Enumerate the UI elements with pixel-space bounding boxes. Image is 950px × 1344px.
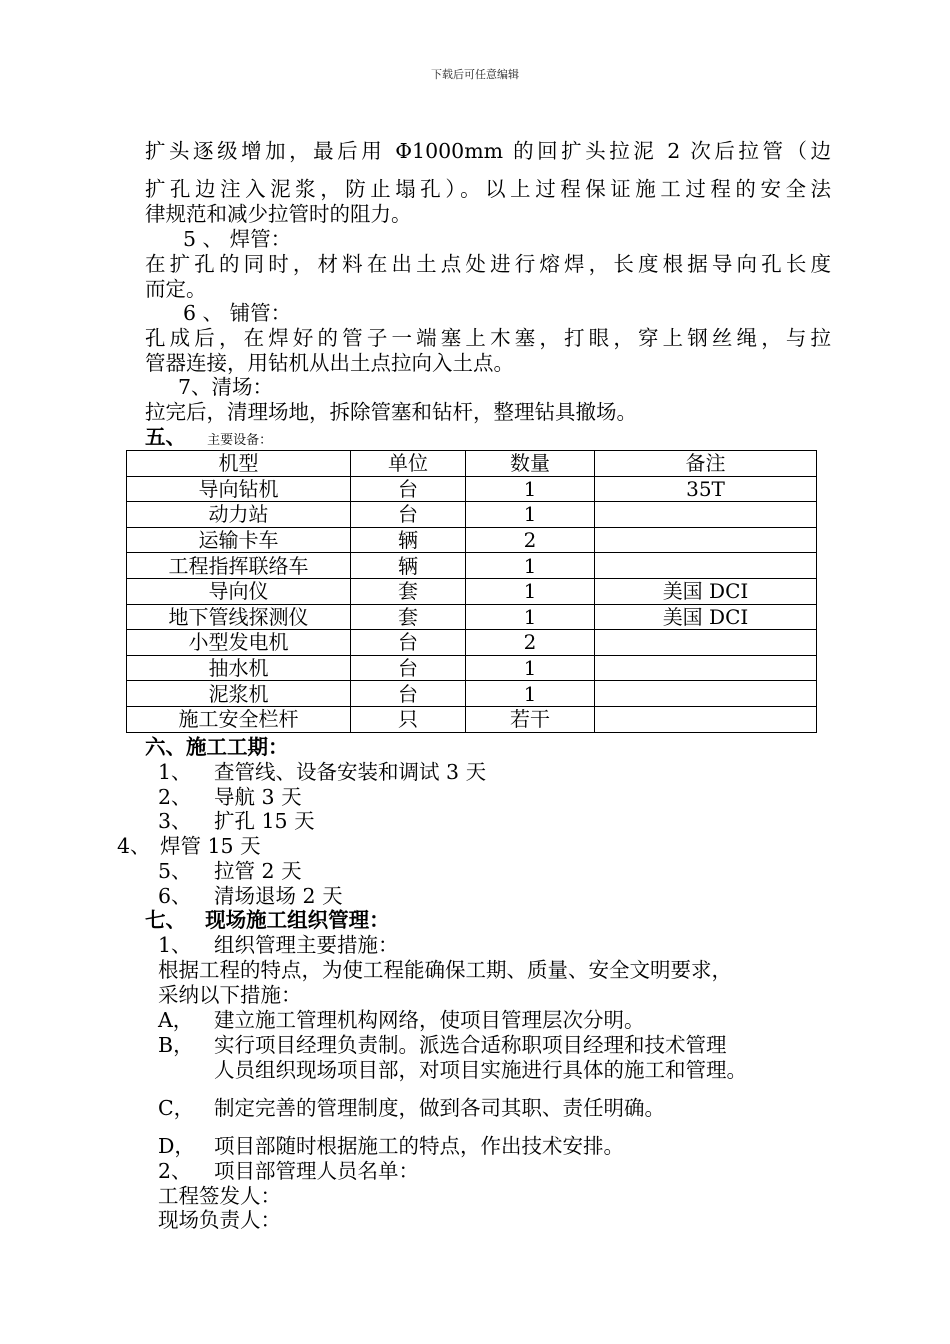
table-cell: 1 xyxy=(466,502,595,528)
measures-intro-line-2: 采纳以下措施： xyxy=(158,983,302,1007)
table-row xyxy=(127,655,817,681)
table-cell xyxy=(595,502,817,528)
table-cell: 台 xyxy=(351,681,466,707)
measure-label: A， xyxy=(158,1008,194,1032)
schedule-item-num: 3、 xyxy=(158,809,192,833)
subsection1-num: 1、 xyxy=(158,933,192,957)
table-cell: 动力站 xyxy=(127,502,351,528)
section5-number: 五、 xyxy=(145,425,186,449)
schedule-item-text: 导航 3 天 xyxy=(214,785,302,809)
measure-label: D， xyxy=(158,1134,195,1158)
subsection2-num: 2、 xyxy=(158,1159,192,1183)
schedule-item-text: 清场退场 2 天 xyxy=(214,884,343,908)
table-cell: 美国 DCI xyxy=(595,578,817,604)
schedule-item-text: 扩孔 15 天 xyxy=(214,809,315,833)
subsection1-title: 组织管理主要措施： xyxy=(214,933,399,957)
table-cell: 1 xyxy=(466,476,595,502)
table-cell: 小型发电机 xyxy=(127,630,351,656)
onsite-manager-label: 现场负责人： xyxy=(158,1208,281,1232)
table-cell xyxy=(595,553,817,579)
table-row xyxy=(127,681,817,707)
step6-title: 6 、 铺管： xyxy=(183,301,292,325)
header-cell: 单位 xyxy=(351,451,466,477)
table-cell xyxy=(595,706,817,732)
intro-line-1: 扩头逐级增加，最后用 Φ1000mm 的回扩头拉泥 2 次后拉管（边 xyxy=(145,139,831,163)
table-cell: 地下管线探测仪 xyxy=(127,604,351,630)
step7-line-1: 拉完后，清理场地，拆除管塞和钻杆，整理钻具撤场。 xyxy=(145,400,637,424)
equipment-table xyxy=(126,450,817,733)
step5-line-2: 而定。 xyxy=(145,277,207,301)
table-cell xyxy=(595,527,817,553)
table-cell: 35T xyxy=(595,476,817,502)
table-cell: 抽水机 xyxy=(127,655,351,681)
table-cell: 套 xyxy=(351,578,466,604)
header-cell: 数量 xyxy=(466,451,595,477)
table-cell xyxy=(595,630,817,656)
table-row xyxy=(127,527,817,553)
table-cell: 施工安全栏杆 xyxy=(127,706,351,732)
step5-title: 5 、 焊管： xyxy=(183,227,292,251)
schedule-item-num: 6、 xyxy=(158,884,192,908)
table-cell: 1 xyxy=(466,578,595,604)
schedule-item-num: 1、 xyxy=(158,760,192,784)
header-cell: 机型 xyxy=(127,451,351,477)
schedule-item-num: 4、 xyxy=(117,834,151,858)
table-cell: 2 xyxy=(466,527,595,553)
table-row xyxy=(127,578,817,604)
table-row xyxy=(127,553,817,579)
schedule-item-text: 查管线、设备安装和调试 3 天 xyxy=(214,760,487,784)
table-row xyxy=(127,706,817,732)
table-row xyxy=(127,502,817,528)
table-cell: 台 xyxy=(351,476,466,502)
table-cell: 美国 DCI xyxy=(595,604,817,630)
header-cell: 备注 xyxy=(595,451,817,477)
measure-text: 实行项目经理负责制。派选合适称职项目经理和技术管理 xyxy=(214,1033,727,1057)
table-cell: 1 xyxy=(466,604,595,630)
measure-label: C， xyxy=(158,1096,195,1120)
measure-text-cont: 人员组织现场项目部，对项目实施进行具体的施工和管理。 xyxy=(214,1058,747,1082)
section6-title: 六、施工工期： xyxy=(145,735,289,759)
table-cell: 台 xyxy=(351,502,466,528)
table-cell: 工程指挥联络车 xyxy=(127,553,351,579)
table-cell: 2 xyxy=(466,630,595,656)
table-cell: 台 xyxy=(351,630,466,656)
table-cell: 导向钻机 xyxy=(127,476,351,502)
schedule-item-num: 5、 xyxy=(158,859,192,883)
table-cell: 辆 xyxy=(351,527,466,553)
intro-line-2: 扩孔边注入泥浆，防止塌孔）。以上过程保证施工过程的安全法 xyxy=(145,177,831,201)
table-cell: 1 xyxy=(466,681,595,707)
table-cell xyxy=(595,655,817,681)
table-cell: 泥浆机 xyxy=(127,681,351,707)
table-cell: 只 xyxy=(351,706,466,732)
section7-heading xyxy=(145,907,390,933)
table-cell: 若干 xyxy=(466,706,595,732)
table-cell: 套 xyxy=(351,604,466,630)
step7-title: 7、清场： xyxy=(178,375,274,399)
page-header: 下载后可任意编辑 xyxy=(431,68,519,81)
table-cell: 1 xyxy=(466,553,595,579)
table-header-row xyxy=(127,451,817,477)
section5-title: 主要设备： xyxy=(207,433,273,448)
table-cell xyxy=(595,681,817,707)
section7-title: 现场施工组织管理： xyxy=(205,908,390,932)
table-row xyxy=(127,630,817,656)
table-cell: 辆 xyxy=(351,553,466,579)
section7-number: 七、 xyxy=(145,908,186,932)
schedule-item-text: 拉管 2 天 xyxy=(214,859,302,883)
subsection2-title: 项目部管理人员名单： xyxy=(214,1159,419,1183)
table-cell: 导向仪 xyxy=(127,578,351,604)
table-cell: 台 xyxy=(351,655,466,681)
table-cell: 1 xyxy=(466,655,595,681)
schedule-item-num: 2、 xyxy=(158,785,192,809)
step5-line-1: 在扩孔的同时，材料在出土点处进行熔焊，长度根据导向孔长度 xyxy=(145,252,831,276)
step6-line-1: 孔成后，在焊好的管子一端塞上木塞，打眼，穿上钢丝绳，与拉 xyxy=(145,326,831,350)
table-row xyxy=(127,604,817,630)
intro-line-3: 律规范和减少拉管时的阻力。 xyxy=(145,202,412,226)
table-row xyxy=(127,476,817,502)
measure-text: 建立施工管理机构网络，使项目管理层次分明。 xyxy=(214,1008,645,1032)
measure-label: B， xyxy=(158,1033,194,1057)
table-cell: 运输卡车 xyxy=(127,527,351,553)
measure-text: 项目部随时根据施工的特点，作出技术安排。 xyxy=(214,1134,624,1158)
signer-label: 工程签发人： xyxy=(158,1184,281,1208)
step6-line-2: 管器连接，用钻机从出土点拉向入土点。 xyxy=(145,351,514,375)
measure-text: 制定完善的管理制度，做到各司其职、责任明确。 xyxy=(214,1096,665,1120)
schedule-item-text: 焊管 15 天 xyxy=(160,834,261,858)
measures-intro-line-1: 根据工程的特点，为使工程能确保工期、质量、安全文明要求， xyxy=(158,958,732,982)
